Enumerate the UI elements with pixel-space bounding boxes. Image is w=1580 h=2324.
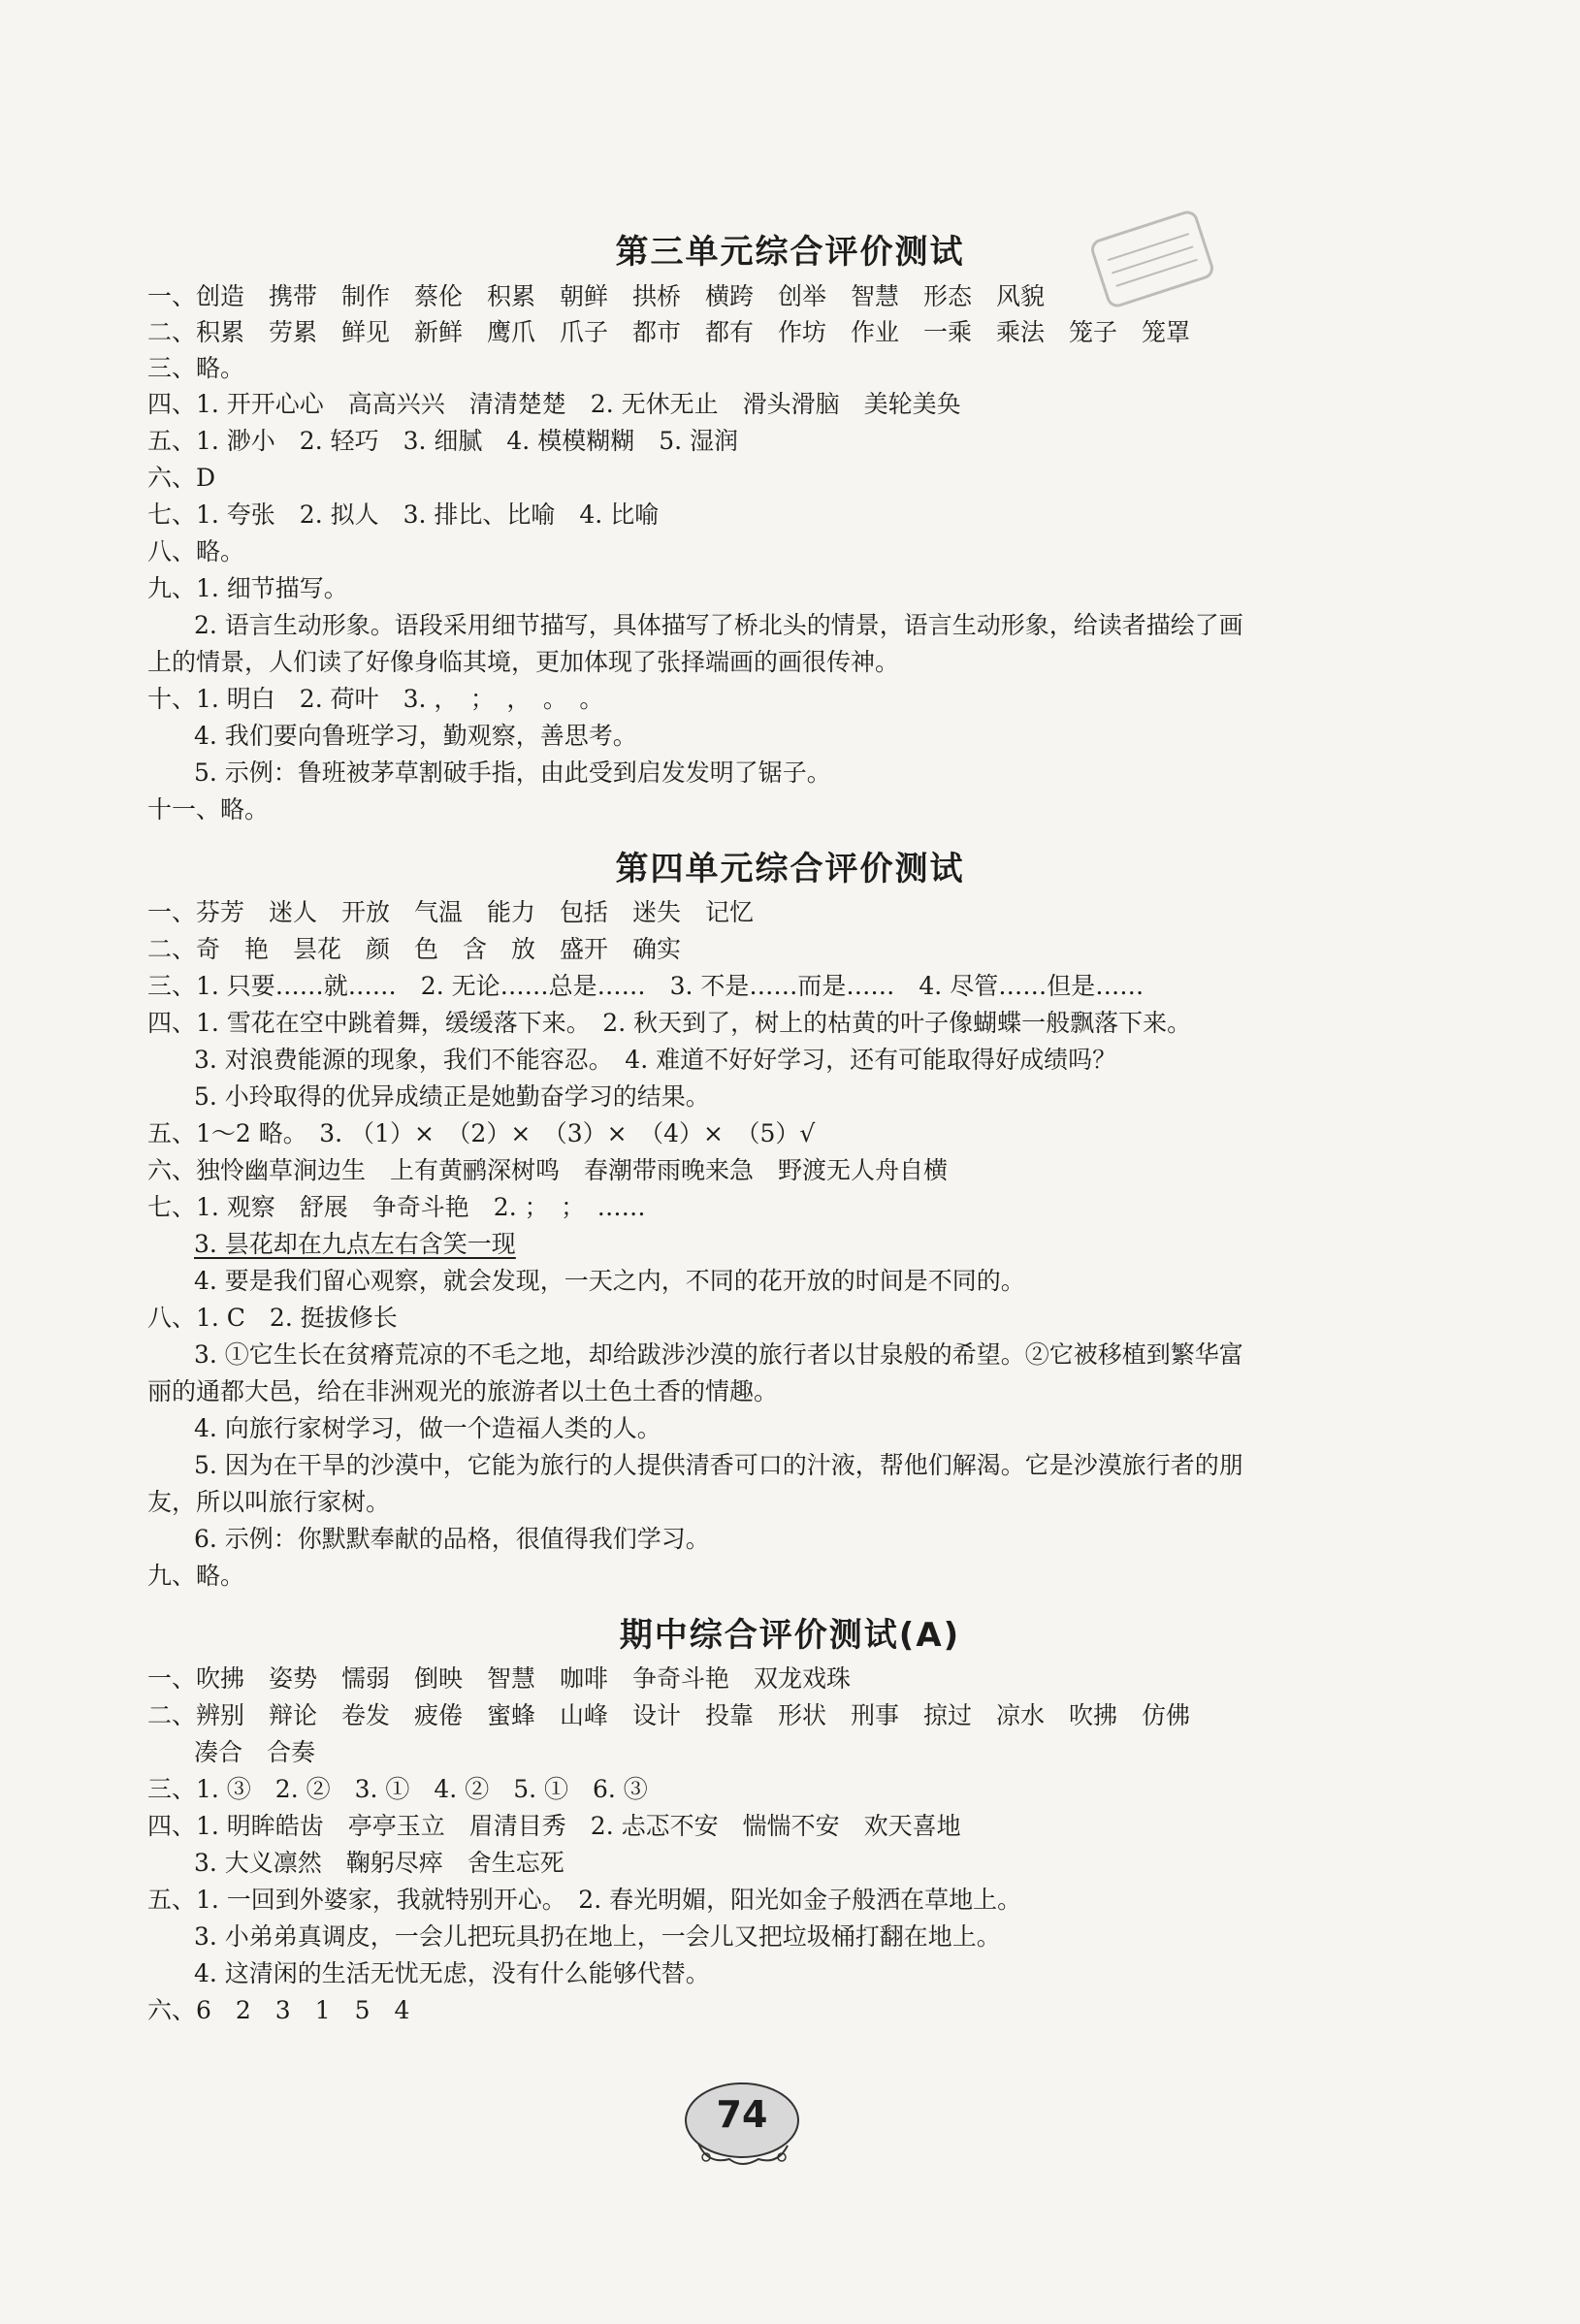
page-number: 74 <box>716 2093 768 2136</box>
answer-line: 一、吹拂 姿势 懦弱 倒映 智慧 咖啡 争奇斗艳 双龙戏珠 <box>147 1664 852 1693</box>
answer-line: 九、1. 细节描写。 <box>147 574 348 602</box>
answer-line: 5. 因为在干旱的沙漠中，它能为旅行的人提供清香可口的汁液，帮他们解渴。它是沙漠旅行者的朋 <box>194 1451 1243 1479</box>
stamp-icon <box>1085 205 1219 312</box>
answer-line: 4. 要是我们留心观察，就会发现，一天之内，不同的花开放的时间是不同的。 <box>194 1267 1025 1295</box>
answer-line: 5. 小玲取得的优异成绩正是她勤奋学习的结果。 <box>194 1082 710 1111</box>
answer-line: 七、1. 观察 舒展 争奇斗艳 2. ； ； …… <box>147 1193 646 1221</box>
answer-line: 3. ①它生长在贫瘠荒凉的不毛之地，却给跋涉沙漠的旅行者以甘泉般的希望。②它被移植到繁华富 <box>194 1340 1243 1369</box>
answer-line: 二、辨别 辩论 卷发 疲倦 蜜蜂 山峰 设计 投靠 形状 刑事 掠过 凉水 吹拂 仿佛 <box>147 1701 1191 1729</box>
answer-line: 三、略。 <box>147 354 245 382</box>
answer-line: 凑合 合奏 <box>194 1738 316 1766</box>
answer-line: 四、1. 开开心心 高高兴兴 清清楚楚 2. 无休无止 滑头滑脑 美轮美奂 <box>147 390 961 418</box>
answer-line: 七、1. 夸张 2. 拟人 3. 排比、比喻 4. 比喻 <box>147 500 660 529</box>
answer-line: 五、1. 一回到外婆家，我就特别开心。 2. 春光明媚，阳光如金子般洒在草地上。 <box>147 1886 1022 1914</box>
answer-line: 友，所以叫旅行家树。 <box>147 1488 391 1516</box>
answer-line: 四、1. 雪花在空中跳着舞，缓缓落下来。 2. 秋天到了，树上的枯黄的叶子像蝴蝶一般飘落下来。 <box>147 1009 1192 1037</box>
answer-line: 六、独怜幽草涧边生 上有黄鹂深树鸣 春潮带雨晚来急 野渡无人舟自横 <box>147 1156 949 1184</box>
answer-line: 4. 这清闲的生活无忧无虑，没有什么能够代替。 <box>194 1959 710 1987</box>
answer-line: 八、1. C 2. 挺拔修长 <box>147 1304 398 1332</box>
answer-line: 八、略。 <box>147 537 245 565</box>
answer-line: 四、1. 明眸皓齿 亭亭玉立 眉清目秀 2. 忐忑不安 惴惴不安 欢天喜地 <box>147 1812 961 1840</box>
section-title-unit4: 第四单元综合评价测试 <box>615 850 965 888</box>
answer-line: 九、略。 <box>147 1562 245 1590</box>
answer-line: 五、1. 渺小 2. 轻巧 3. 细腻 4. 模模糊糊 5. 湿润 <box>147 427 738 455</box>
answer-line: 3. 大义凛然 鞠躬尽瘁 舍生忘死 <box>194 1849 564 1877</box>
answer-line: 三、1. ③ 2. ② 3. ① 4. ② 5. ① 6. ③ <box>147 1775 648 1803</box>
answer-line: 6. 示例：你默默奉献的品格，很值得我们学习。 <box>194 1525 710 1553</box>
answer-line: 三、1. 只要……就…… 2. 无论……总是…… 3. 不是……而是…… 4. 尽管……但是…… <box>147 972 1145 1000</box>
answer-line: 二、奇 艳 昙花 颜 色 含 放 盛开 确实 <box>147 935 682 963</box>
answer-line: 上的情景，人们读了好像身临其境，更加体现了张择端画的画很传神。 <box>147 648 900 676</box>
answer-line: 十、1. 明白 2. 荷叶 3. ， ； ， 。 。 <box>147 685 604 713</box>
section-title-midterm-a: 期中综合评价测试(A) <box>619 1616 961 1655</box>
page-number-badge <box>669 2076 815 2173</box>
answer-line: 五、1～2 略。 3. （1）× （2）× （3）× （4）× （5）√ <box>147 1119 816 1147</box>
answer-line: 4. 我们要向鲁班学习，勤观察，善思考。 <box>194 722 637 750</box>
answer-line: 3. 昙花却在九点左右含笑一现 <box>194 1230 516 1258</box>
answer-line: 六、D <box>147 464 216 492</box>
answer-line: 5. 示例：鲁班被茅草割破手指，由此受到启发发明了锯子。 <box>194 759 831 787</box>
answer-line: 十一、略。 <box>147 795 270 823</box>
answer-line: 2. 语言生动形象。语段采用细节描写，具体描写了桥北头的情景，语言生动形象，给读者描绘了画 <box>194 611 1243 639</box>
answer-line: 3. 小弟弟真调皮，一会儿把玩具扔在地上，一会儿又把垃圾桶打翻在地上。 <box>194 1922 1001 1951</box>
answer-line: 一、芬芳 迷人 开放 气温 能力 包括 迷失 记忆 <box>147 898 755 926</box>
answer-line: 一、创造 携带 制作 蔡伦 积累 朝鲜 拱桥 横跨 创举 智慧 形态 风貌 <box>147 282 1046 310</box>
answer-line: 二、积累 劳累 鲜见 新鲜 鹰爪 爪子 都市 都有 作坊 作业 一乘 乘法 笼子 笼罩 <box>147 318 1191 346</box>
answer-line: 3. 对浪费能源的现象，我们不能容忍。 4. 难道不好好学习，还有可能取得好成绩吗？ <box>194 1046 1117 1074</box>
answer-line: 4. 向旅行家树学习，做一个造福人类的人。 <box>194 1414 661 1442</box>
section-title-unit3: 第三单元综合评价测试 <box>615 233 965 272</box>
answer-line: 丽的通都大邑，给在非洲观光的旅游者以土色土香的情趣。 <box>147 1377 779 1405</box>
answer-line: 六、6 2 3 1 5 4 <box>147 1996 410 2024</box>
